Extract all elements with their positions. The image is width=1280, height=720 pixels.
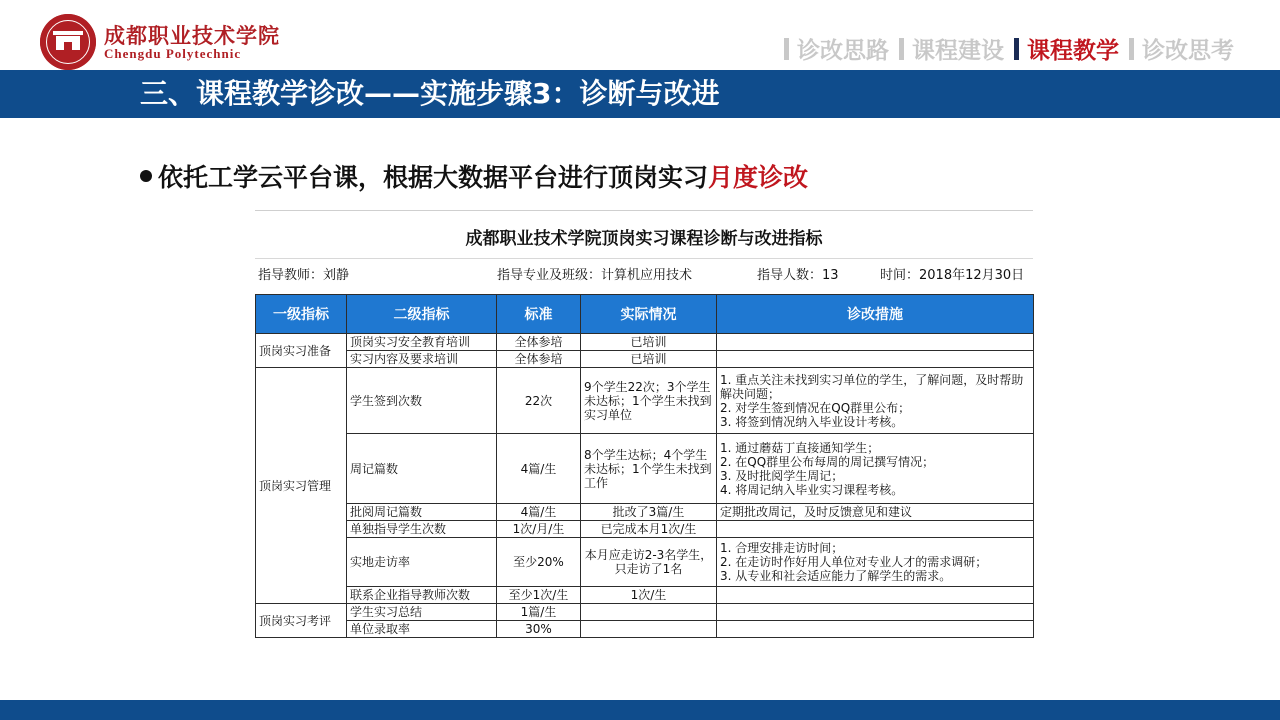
table-row (256, 434, 1034, 504)
actual-cell: 已培训 (581, 351, 717, 368)
nav-bar-marker (1014, 38, 1019, 60)
bullet-point (140, 158, 808, 194)
actual-cell: 1次/生 (581, 587, 717, 604)
standard-cell: 全体参培 (497, 334, 581, 351)
group-label: 顶岗实习准备 (256, 334, 347, 368)
standard-cell: 至少1次/生 (497, 587, 581, 604)
slide-title: 三、课程教学诊改——实施步骤3：诊断与改进 (140, 77, 720, 110)
level2-cell: 顶岗实习安全教育培训 (347, 334, 497, 351)
standard-cell: 4篇/生 (497, 504, 581, 521)
nav-item-reflection[interactable] (1129, 32, 1234, 65)
measure-cell (717, 334, 1034, 351)
actual-cell (581, 621, 717, 638)
nav-item-label: 诊改思考 (1142, 38, 1234, 64)
table-top-rule (255, 210, 1033, 211)
level2-cell: 周记篇数 (347, 434, 497, 504)
header-level1: 一级指标 (256, 295, 347, 334)
nav-item-course-teaching[interactable] (1014, 32, 1119, 65)
measure-cell: 1. 合理安排走访时间； 2. 在走访时作好用人单位对专业人才的需求调研； 3. 从专业和社会适应能力了解学生的需求。 (717, 538, 1034, 587)
actual-cell (581, 604, 717, 621)
bullet-dot-icon (140, 170, 152, 182)
actual-cell: 8个学生达标；4个学生未达标；1个学生未找到工作 (581, 434, 717, 504)
table-row (256, 621, 1034, 638)
meta-major: 指导专业及班级：计算机应用技术 (497, 268, 693, 283)
standard-cell: 至少20% (497, 538, 581, 587)
standard-cell: 4篇/生 (497, 434, 581, 504)
group-label: 顶岗实习考评 (256, 604, 347, 638)
measure-cell: 1. 通过蘑菇丁直接通知学生； 2. 在QQ群里公布每周的周记撰写情况； 3. 及时批阅学生周记； 4. 将周记纳入毕业实习课程考核。 (717, 434, 1034, 504)
standard-cell: 22次 (497, 368, 581, 434)
logo-gate-icon (56, 36, 80, 50)
standard-cell: 1篇/生 (497, 604, 581, 621)
nav-item-label: 诊改思路 (797, 38, 889, 64)
bullet-highlight: 月度诊改 (708, 163, 809, 192)
table-row (256, 604, 1034, 621)
header-level2: 二级指标 (347, 295, 497, 334)
title-banner (0, 70, 1280, 118)
table-row (256, 504, 1034, 521)
nav-bar-marker (784, 38, 789, 60)
table-header-row (256, 295, 1034, 334)
table-row (256, 351, 1034, 368)
group-label: 顶岗实习管理 (256, 368, 347, 604)
footer-bar (0, 700, 1280, 720)
level2-cell: 批阅周记篇数 (347, 504, 497, 521)
nav-item-label: 课程建设 (912, 38, 1004, 64)
measure-cell (717, 604, 1034, 621)
actual-cell: 批改了3篇/生 (581, 504, 717, 521)
nav-item-course-building[interactable] (899, 32, 1004, 65)
brand-name-en: Chengdu Polytechnic (104, 46, 242, 61)
indicator-table (255, 294, 1034, 638)
level2-cell: 实地走访率 (347, 538, 497, 587)
level2-cell: 单位录取率 (347, 621, 497, 638)
table-row (256, 587, 1034, 604)
measure-cell (717, 351, 1034, 368)
level2-cell: 学生签到次数 (347, 368, 497, 434)
table-title: 成都职业技术学院顶岗实习课程诊断与改进指标 (465, 229, 823, 249)
level2-cell: 单独指导学生次数 (347, 521, 497, 538)
college-logo (40, 14, 96, 70)
table-row (256, 538, 1034, 587)
actual-cell: 9个学生22次；3个学生未达标；1个学生未找到实习单位 (581, 368, 717, 434)
nav-item-label: 课程教学 (1027, 38, 1119, 64)
table-row (256, 334, 1034, 351)
section-nav (774, 32, 1234, 65)
measure-cell (717, 621, 1034, 638)
header-standard: 标准 (497, 295, 581, 334)
nav-bar-marker (1129, 38, 1134, 60)
bullet-text: 依托工学云平台课，根据大数据平台进行顶岗实习 (158, 163, 709, 192)
measure-cell (717, 587, 1034, 604)
meta-time: 时间：2018年12月30日 (880, 268, 1025, 283)
measure-cell: 1. 重点关注未找到实习单位的学生，了解问题，及时帮助解决问题； 2. 对学生签到情况在QQ群里公布； 3. 将签到情况纳入毕业设计考核。 (717, 368, 1034, 434)
measure-cell: 定期批改周记，及时反馈意见和建议 (717, 504, 1034, 521)
level2-cell: 学生实习总结 (347, 604, 497, 621)
level2-cell: 联系企业指导教师次数 (347, 587, 497, 604)
actual-cell: 本月应走访2-3名学生，只走访了1名 (581, 538, 717, 587)
standard-cell: 1次/月/生 (497, 521, 581, 538)
level2-cell: 实习内容及要求培训 (347, 351, 497, 368)
table-row (256, 368, 1034, 434)
nav-item-diagnosis-ideas[interactable] (784, 32, 889, 65)
standard-cell: 全体参培 (497, 351, 581, 368)
header-measures: 诊改措施 (717, 295, 1034, 334)
standard-cell: 30% (497, 621, 581, 638)
actual-cell: 已完成本月1次/生 (581, 521, 717, 538)
measure-cell (717, 521, 1034, 538)
table-row (256, 521, 1034, 538)
header-actual: 实际情况 (581, 295, 717, 334)
meta-teacher: 指导教师：刘静 (258, 268, 350, 283)
actual-cell: 已培训 (581, 334, 717, 351)
meta-count: 指导人数：13 (757, 268, 839, 283)
nav-bar-marker (899, 38, 904, 60)
brand-name-cn: 成都职业技术学院 (104, 23, 280, 48)
